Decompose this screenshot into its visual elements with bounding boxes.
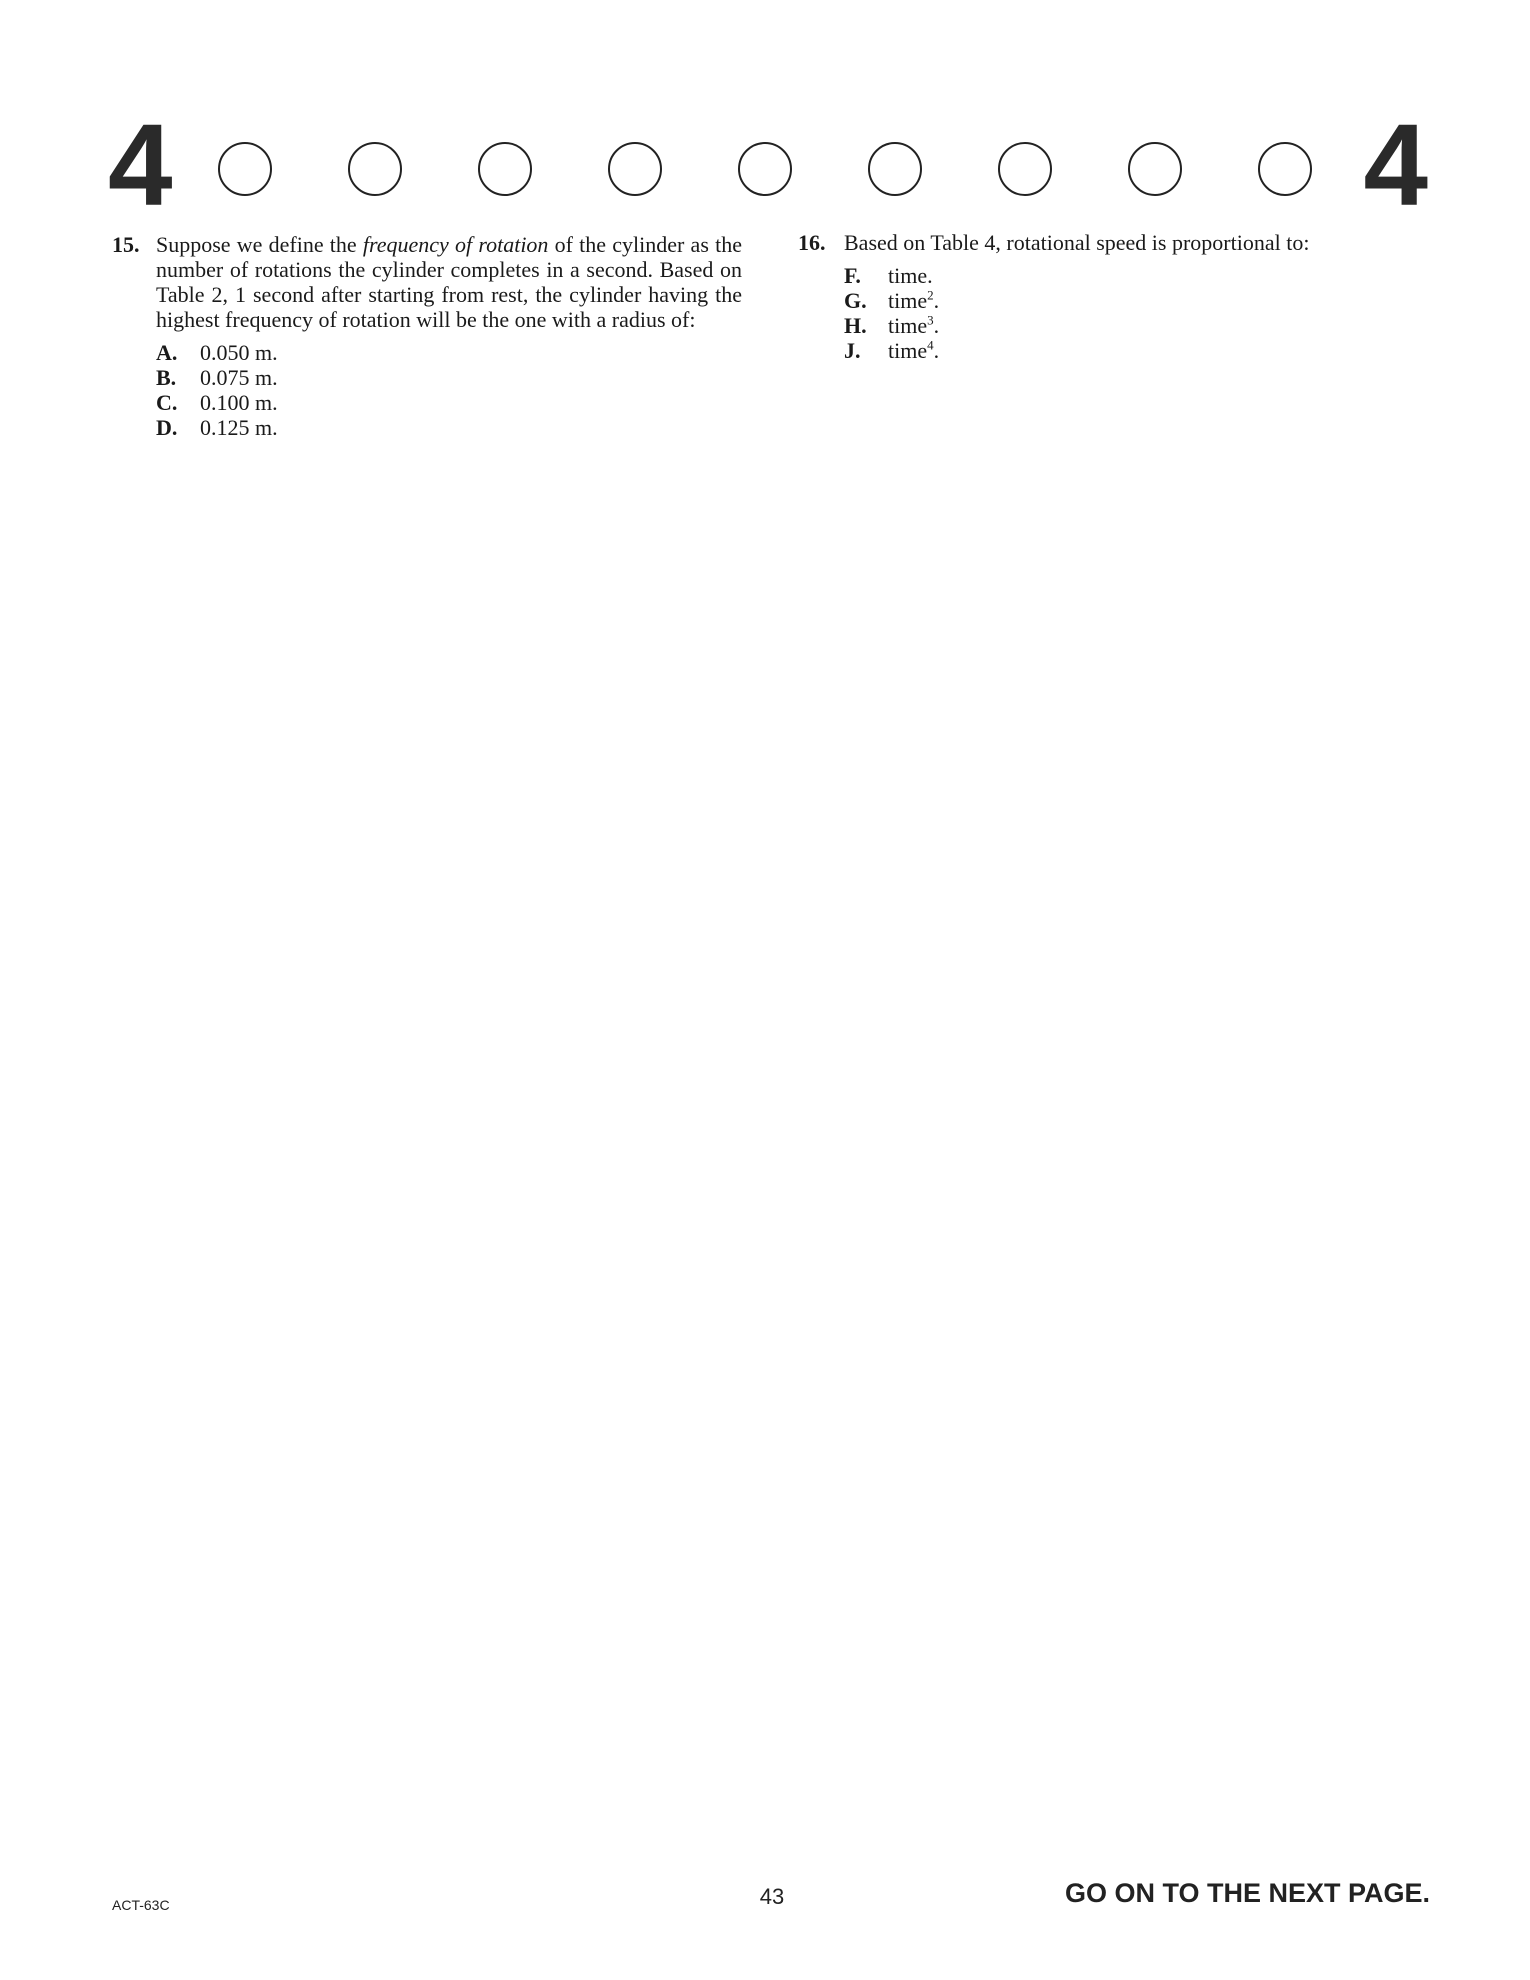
page-number: 43: [759, 1884, 785, 1909]
answer-choice-j[interactable]: [844, 338, 1438, 363]
choice-letter: J.: [844, 338, 861, 363]
choice-letter: D.: [156, 415, 178, 440]
header-circle: [868, 142, 922, 196]
choice-letter: H.: [844, 313, 867, 338]
answer-choice-g[interactable]: [844, 288, 1438, 313]
choice-period: .: [933, 288, 940, 313]
stem-text: of the cylinder as the number of rotations the cylinder completes in a second. Based on Table 2, 1 second after starting from rest, the cylinder having the highest frequency of rotation will be the one with a radius of:: [156, 232, 742, 332]
question-16: [798, 230, 1438, 363]
choice-letter: C.: [156, 390, 178, 415]
header-circle: [218, 142, 272, 196]
choice-period: .: [933, 338, 940, 363]
question-stem: Based on Table 4, rotational speed is proportional to:: [844, 230, 1310, 255]
choice-base: time: [888, 288, 928, 313]
section-number-right: 4: [1363, 100, 1428, 230]
header-circle: [998, 142, 1052, 196]
choice-text: [888, 288, 939, 313]
choice-period: .: [927, 263, 933, 288]
header-circle: [478, 142, 532, 196]
choice-text: 0.050 m.: [200, 340, 278, 365]
header-circle: [1128, 142, 1182, 196]
choice-exponent: 2: [927, 287, 934, 303]
choice-letter: F.: [844, 263, 861, 288]
choice-text: [888, 313, 939, 338]
question-stem: [156, 232, 742, 332]
header-circle: [1258, 142, 1312, 196]
stem-text: Suppose we define the: [156, 232, 363, 257]
answer-choice-f[interactable]: [844, 263, 1438, 288]
choice-base: time: [888, 313, 928, 338]
section-header-circles: [218, 142, 1328, 202]
answer-choice-b[interactable]: [156, 365, 742, 390]
answer-choice-d[interactable]: [156, 415, 742, 440]
question-number: 15.: [112, 232, 140, 257]
next-page-notice: GO ON TO THE NEXT PAGE.: [1064, 1878, 1430, 1908]
question-15: [112, 232, 742, 440]
choice-text: [888, 263, 933, 288]
choice-text: 0.100 m.: [200, 390, 278, 415]
answer-choice-c[interactable]: [156, 390, 742, 415]
choice-letter: B.: [156, 365, 177, 390]
choice-exponent: 3: [927, 312, 934, 328]
header-circle: [348, 142, 402, 196]
choice-base: time: [888, 338, 928, 363]
section-header: [108, 100, 1428, 230]
choice-text: 0.125 m.: [200, 415, 278, 440]
choice-base: time: [888, 263, 928, 288]
header-circle: [608, 142, 662, 196]
question-number: 16.: [798, 230, 826, 255]
stem-emphasis: frequency of rotation: [362, 232, 549, 257]
answer-choice-h[interactable]: [844, 313, 1438, 338]
choice-letter: G.: [844, 288, 867, 313]
choice-period: .: [933, 313, 940, 338]
answer-choice-a[interactable]: [156, 340, 742, 365]
choice-text: [888, 338, 939, 363]
answer-choices: [156, 340, 742, 440]
header-circle: [738, 142, 792, 196]
choice-letter: A.: [156, 340, 178, 365]
section-number-left: 4: [108, 100, 173, 230]
choice-exponent: 4: [927, 337, 934, 353]
form-code: ACT-63C: [112, 1897, 170, 1913]
answer-choices: [844, 263, 1438, 363]
choice-text: 0.075 m.: [200, 365, 278, 390]
